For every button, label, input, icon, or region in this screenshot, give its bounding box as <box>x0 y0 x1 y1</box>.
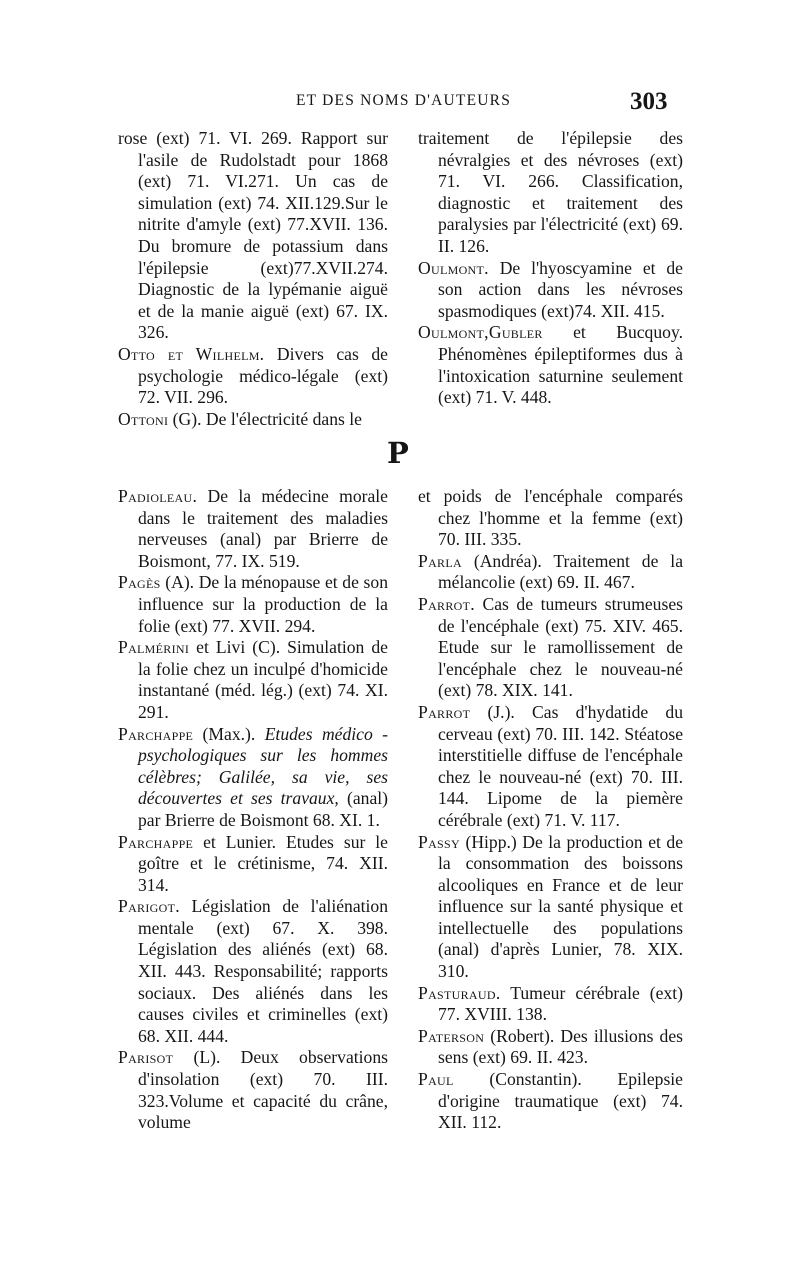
entry-text: Divers cas de psychologie médico-légale (ext) 72. VII. 296. <box>138 343 388 408</box>
index-entry <box>118 896 388 1047</box>
entry-text: De l'hyoscyamine et de son action dans les névroses spasmodiques (ext)74. XII. 415. <box>438 257 683 321</box>
index-entry <box>118 1047 388 1133</box>
column-bottom-right <box>418 486 683 1134</box>
entry-text: (A). De la ménopause et de son influence sur la production de la folie (ext) 77. XVII. 294. <box>138 572 388 636</box>
entry-author: Pagès <box>118 572 161 593</box>
entry-text: et Livi (C). Simulation de la folie chez un inculpé d'homicide instantané (méd. lég.) (ext) 74. XI. 291. <box>138 637 388 722</box>
column-top-left <box>118 128 388 430</box>
index-entry <box>418 832 683 983</box>
running-title: ET DES NOMS D'AUTEURS <box>296 92 512 109</box>
index-entry <box>418 983 683 1026</box>
entry-text: (Robert). Des illusions des sens (ext) 69. II. 423. <box>438 1025 683 1068</box>
entry-text: Législation de l'aliénation mentale (ext) 67. X. 398. Législation des aliénés (ext) 68. XII. 443. Responsabilité; rapports sociaux. Des aliénés dans les causes civiles et criminelles (ext) 68. XII. 444. <box>138 896 388 1046</box>
entry-continued <box>418 128 683 258</box>
entry-text: (anal) par Brierre de Boismont 68. XI. 1. <box>138 788 389 830</box>
entry-text: (Hipp.) De la production et de la consommation des boissons alcooliques en France et de leur influence sur la santé physique et intellectuelle des populations (anal) d'après Lunier, 78. XIX. 310. <box>438 831 683 982</box>
entry-author: Passy <box>418 831 460 852</box>
entry-author: Parla <box>418 550 462 571</box>
index-entry <box>418 551 683 594</box>
index-entry <box>118 486 388 572</box>
entry-author: Oulmont,Gubler <box>418 322 543 343</box>
entry-author: Parrot <box>418 701 471 722</box>
entry-author: Parrot. <box>418 593 475 614</box>
entry-text: (J.). Cas d'hydatide du cerveau (ext) 70. III. 142. Stéatose interstitielle diffuse de l'encéphale chez le nouveau-né (ext) 70. III. 144. Lipome de la piemère cérébrale (ext) 71. V. 117. <box>438 701 683 830</box>
index-entry <box>418 702 683 832</box>
index-entry <box>418 322 683 408</box>
entry-author: Paterson <box>418 1025 485 1046</box>
entry-author: Ottoni <box>118 408 169 429</box>
column-top-right <box>418 128 683 409</box>
entry-text: (G). De l'électricité dans le <box>168 408 362 429</box>
entry-author: Otto et Wilhelm. <box>118 343 265 364</box>
entry-author: Palmérini <box>118 637 190 658</box>
entry-text: traitement de l'épilepsie des névralgies et des névroses (ext) 71. VI. 266. Classification, diagnostic et traitement des paralysies par l'électricité (ext) 69. II. 126. <box>418 128 683 256</box>
entry-book-title: Etudes médico - psychologiques sur les hommes célèbres; Galilée, sa vie, ses découvertes et ses travaux, <box>138 723 388 809</box>
entry-text: Tumeur cérébrale (ext) 77. XVIII. 138. <box>438 982 683 1025</box>
entry-author: Paul <box>418 1069 454 1090</box>
index-entry <box>418 594 683 702</box>
entry-author: Parchappe <box>118 831 194 852</box>
entry-text: (Andréa). Traitement de la mélancolie (ext) 69. II. 467. <box>438 550 683 593</box>
index-entry <box>118 344 388 409</box>
index-entry <box>418 1069 683 1134</box>
entry-text: (Max.). <box>193 723 265 744</box>
index-entry <box>418 258 683 323</box>
entry-author: Parigot. <box>118 896 180 917</box>
entry-continued <box>118 128 388 344</box>
index-entry <box>118 409 388 431</box>
entry-text: (Constantin). Epilepsie d'origine traumatique (ext) 74. XII. 112. <box>438 1069 683 1133</box>
entry-author: Oulmont. <box>418 257 489 278</box>
entry-author: Parisot <box>118 1047 174 1068</box>
index-entry <box>118 832 388 897</box>
entry-author: Parchappe <box>118 723 194 744</box>
entry-text: et Bucquoy. Phénomènes épileptiformes dus à l'intoxication saturnine seulement (ext) 71. V. 448. <box>438 322 683 408</box>
index-entry <box>418 1026 683 1069</box>
entry-text: et poids de l'encéphale comparés chez l'homme et la femme (ext) 70. III. 335. <box>418 486 683 550</box>
page-header <box>0 88 800 122</box>
entry-text: De la médecine morale dans le traitement des maladies nerveuses (anal) par Brierre de Boismont, 77. IX. 519. <box>138 486 388 571</box>
entry-text: (L). Deux observations d'insolation (ext) 70. III. 323.Volume et capacité du crâne, volume <box>138 1047 388 1133</box>
entry-author: Padioleau. <box>118 486 198 506</box>
entry-author: Pasturaud. <box>418 982 501 1003</box>
entry-text: rose (ext) 71. VI. 269. Rapport sur l'asile de Rudolstadt pour 1868 (ext) 71. VI.271. Un cas de simulation (ext) 74. XII.129.Sur le nitrite d'amyle (ext) 77.XVII. 136. Du bromure de potassium dans l'épilepsie (ext)77.XVII.274. Diagnostic de la lypémanie aiguë et de la manie aiguë (ext) 67. IX. 326. <box>118 128 388 343</box>
page-number: 303 <box>630 88 668 115</box>
entry-continued <box>418 486 683 551</box>
entry-text: et Lunier. Etudes sur le goître et le crétinisme, 74. XII. 314. <box>138 831 388 895</box>
column-bottom-left <box>118 486 388 1134</box>
section-letter: P <box>387 436 409 470</box>
index-entry <box>118 637 388 723</box>
entry-text: Cas de tumeurs strumeuses de l'encéphale (ext) 75. XIV. 465. Etude sur le ramollissement de l'encéphale chez le nouveau-né (ext) 78. XIX. 141. <box>438 593 683 701</box>
index-entry <box>118 572 388 637</box>
index-entry <box>118 724 388 832</box>
